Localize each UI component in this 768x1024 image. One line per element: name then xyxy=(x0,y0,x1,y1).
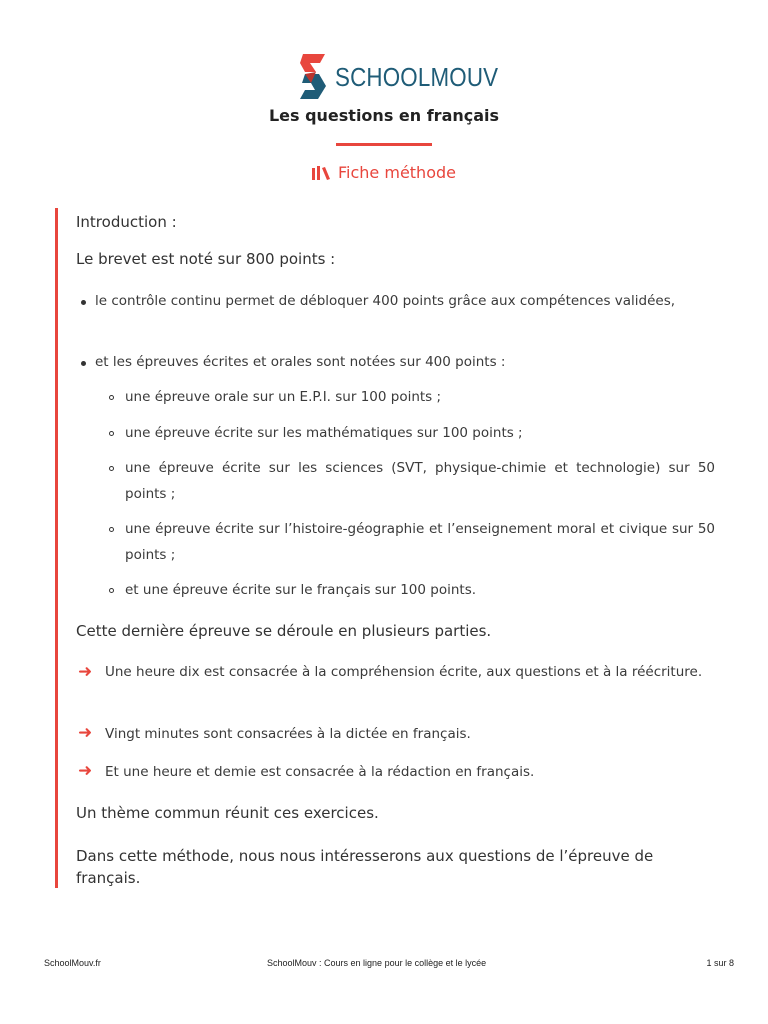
circle-bullet xyxy=(109,431,114,436)
paragraph-method: Dans cette méthode, nous nous intéresserons aux questions de l’épreuve de français. xyxy=(76,847,654,887)
paragraph-theme: Un thème commun réunit ces exercices. xyxy=(76,804,379,822)
sub-list-item-text: une épreuve écrite sur l’histoire-géographie et l’enseignement moral et civique sur 50 points ; xyxy=(125,521,715,563)
arrow-item-text: Vingt minutes sont consacrées à la dictée en français. xyxy=(105,726,471,742)
sub-list-item-text: une épreuve orale sur un E.P.I. sur 100 points ; xyxy=(125,389,442,405)
circle-bullet xyxy=(109,466,114,471)
list-item-text: le contrôle continu permet de débloquer 400 points grâce aux compétences validées, xyxy=(95,293,676,309)
list-item-text: et les épreuves écrites et orales sont notées sur 400 points : xyxy=(95,354,506,370)
circle-bullet xyxy=(109,395,114,400)
schoolmouv-s-icon xyxy=(299,52,329,102)
paragraph-brevet: Le brevet est noté sur 800 points : xyxy=(76,250,336,268)
sub-list-item-text: une épreuve écrite sur les mathématiques sur 100 points ; xyxy=(125,425,523,441)
sub-list-item-text: et une épreuve écrite sur le français sur 100 points. xyxy=(125,582,477,598)
section-label: Fiche méthode xyxy=(338,163,456,182)
arrow-item-text: Et une heure et demie est consacrée à la rédaction en français. xyxy=(105,764,535,780)
footer-tagline: SchoolMouv : Cours en ligne pour le collège et le lycée xyxy=(267,958,487,968)
bullet-dot xyxy=(81,300,86,305)
arrow-right-icon: ➜ xyxy=(78,761,93,781)
intro-heading: Introduction : xyxy=(76,213,177,231)
arrow-right-icon: ➜ xyxy=(78,723,93,743)
footer-site: SchoolMouv.fr xyxy=(44,958,101,968)
bullet-dot xyxy=(81,361,86,366)
title-underline xyxy=(336,143,432,146)
books-icon xyxy=(312,166,332,180)
footer-page-number: 1 sur 8 xyxy=(706,958,734,968)
schoolmouv-logo xyxy=(299,52,525,102)
brand-name: SCHOOLMOUV xyxy=(335,61,499,92)
document-title: Les questions en français xyxy=(268,106,500,125)
sub-list-item-text: une épreuve écrite sur les sciences (SVT, physique-chimie et technologie) sur 50 points ; xyxy=(125,460,715,502)
circle-bullet xyxy=(109,588,114,593)
paragraph-parts: Cette dernière épreuve se déroule en plusieurs parties. xyxy=(76,622,492,640)
arrow-right-icon: ➜ xyxy=(78,662,93,682)
arrow-item-text: Une heure dix est consacrée à la compréhension écrite, aux questions et à la réécriture. xyxy=(105,664,703,680)
method-content xyxy=(55,208,715,888)
section-header xyxy=(0,163,768,182)
circle-bullet xyxy=(109,527,114,532)
